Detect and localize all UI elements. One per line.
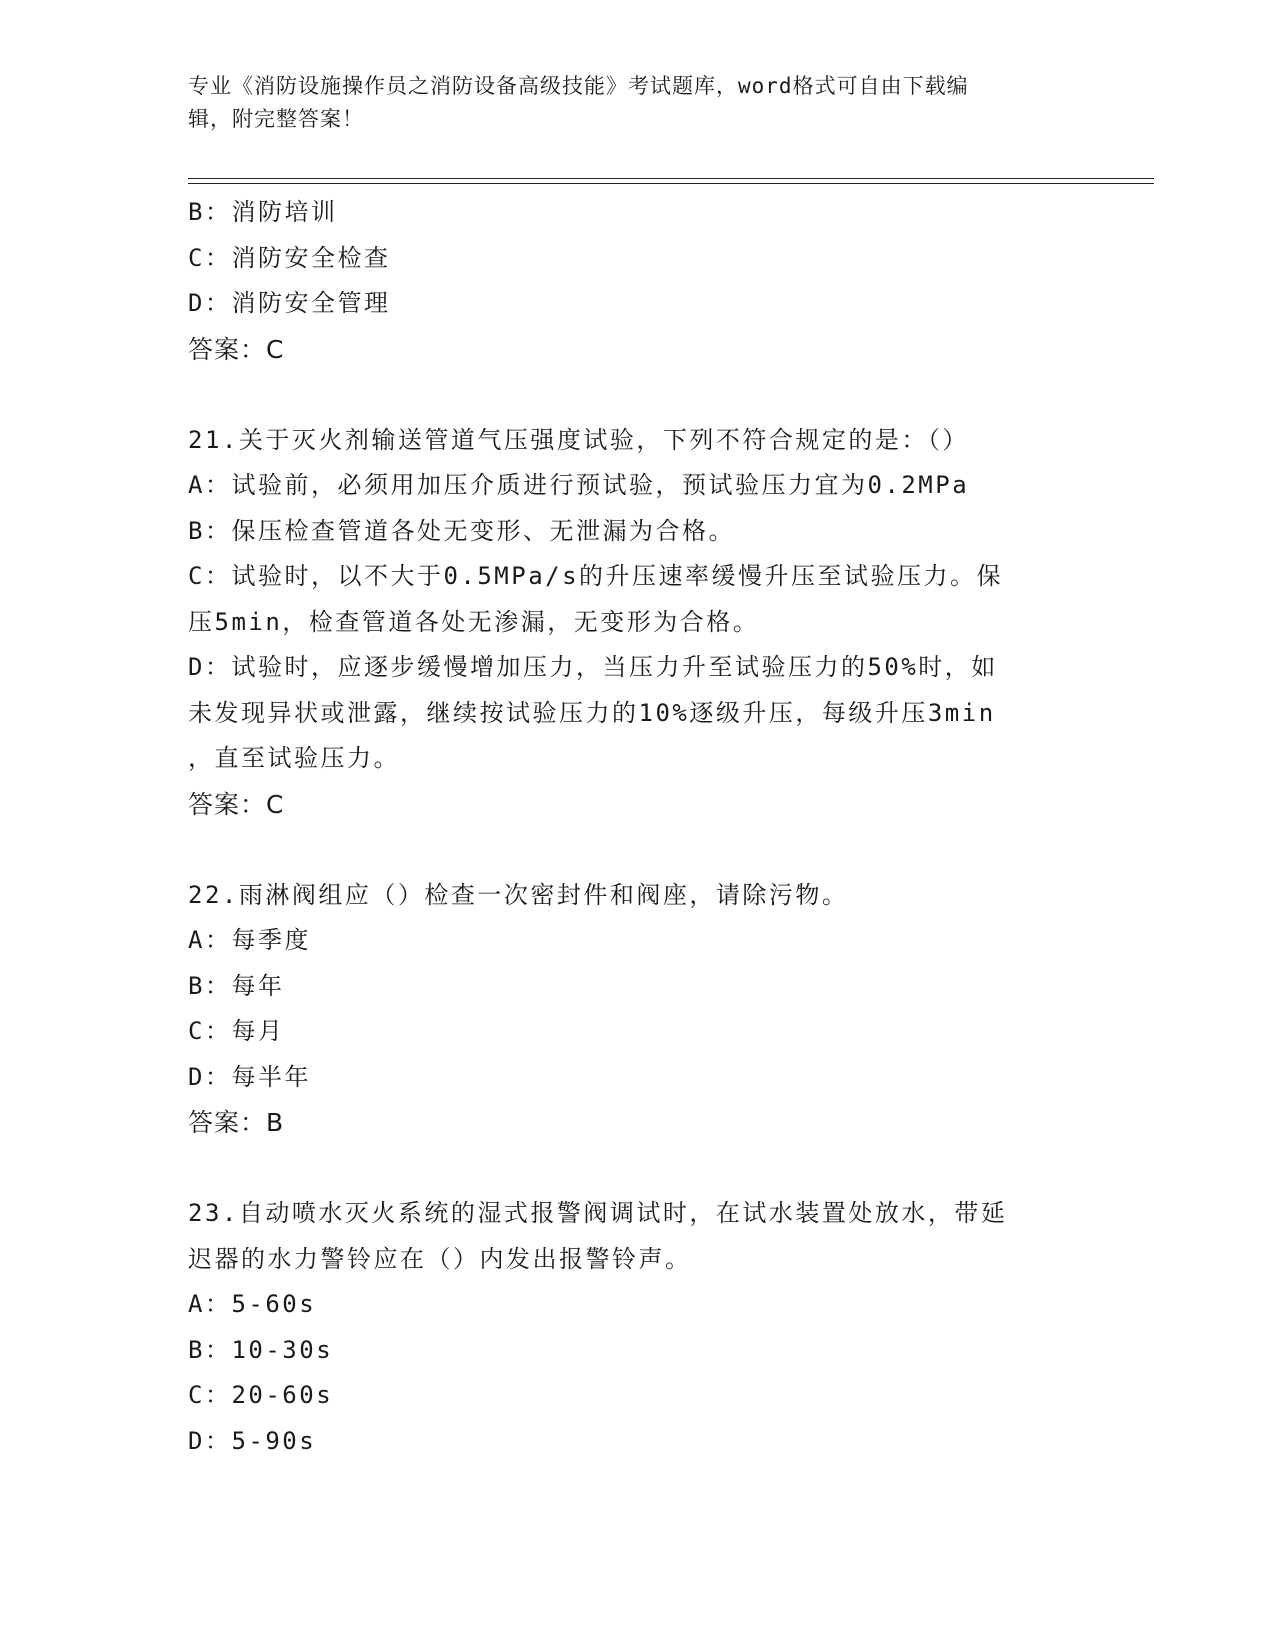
q23-option-c: C：20-60s bbox=[188, 1381, 334, 1409]
q22-answer: 答案：B bbox=[188, 1108, 285, 1137]
q20-answer: 答案：C bbox=[188, 334, 285, 364]
question-content bbox=[188, 190, 1088, 1464]
q21-option-b: B：保压检查管道各处无变形、无泄漏为合格。 bbox=[188, 516, 735, 545]
q22-stem: 22.雨淋阀组应（）检查一次密封件和阀座，请除污物。 bbox=[188, 880, 849, 909]
header-divider-bottom bbox=[188, 183, 1154, 184]
q21-stem: 21.关于灭火剂输送管道气压强度试验，下列不符合规定的是：（） bbox=[188, 425, 969, 454]
spacer bbox=[188, 827, 1088, 873]
q23-stem-line-2: 迟器的水力警铃应在（）内发出报警铃声。 bbox=[188, 1244, 692, 1273]
q22-option-a: A：每季度 bbox=[188, 926, 311, 954]
document-header bbox=[188, 70, 1068, 136]
q23-stem-line-1: 23.自动喷水灭火系统的湿式报警阀调试时，在试水装置处放水，带延 bbox=[188, 1199, 1008, 1227]
q23-option-d: D：5-90s bbox=[188, 1426, 317, 1455]
q21-option-c-line-1: C：试验时，以不大于0.5MPa/s的升压速率缓慢升压至试验压力。保 bbox=[188, 562, 1004, 590]
q21-option-a: A：试验前，必须用加压介质进行预试验，预试验压力宜为0.2MPa bbox=[188, 471, 970, 499]
spacer bbox=[188, 372, 1088, 418]
q20-option-b: B：消防培训 bbox=[188, 198, 338, 226]
q21-option-d-line-3: ，直至试验压力。 bbox=[188, 744, 400, 772]
q20-option-c: C：消防安全检查 bbox=[188, 243, 391, 272]
header-line-1: 专业《消防设施操作员之消防设备高级技能》考试题库，word格式可自由下载编 bbox=[188, 74, 969, 98]
q21-option-c-line-2: 压5min，检查管道各处无渗漏，无变形为合格。 bbox=[188, 607, 760, 636]
q21-option-d-line-1: D：试验时，应逐步缓慢增加压力，当压力升至试验压力的50%时，如 bbox=[188, 653, 998, 681]
spacer bbox=[188, 1146, 1088, 1192]
q22-option-b: B：每年 bbox=[188, 971, 285, 1000]
q22-option-d: D：每半年 bbox=[188, 1062, 311, 1091]
q23-option-a: A：5-60s bbox=[188, 1290, 317, 1318]
header-line-2: 辑，附完整答案！ bbox=[188, 107, 364, 131]
q21-option-d-line-2: 未发现异状或泄露，继续按试验压力的10%逐级升压，每级升压3min bbox=[188, 698, 996, 727]
q23-option-b: B：10-30s bbox=[188, 1335, 334, 1364]
q20-option-d: D：消防安全管理 bbox=[188, 289, 391, 317]
q22-option-c: C：每月 bbox=[188, 1017, 285, 1045]
header-divider-top bbox=[188, 178, 1154, 179]
q21-answer: 答案：C bbox=[188, 789, 285, 819]
